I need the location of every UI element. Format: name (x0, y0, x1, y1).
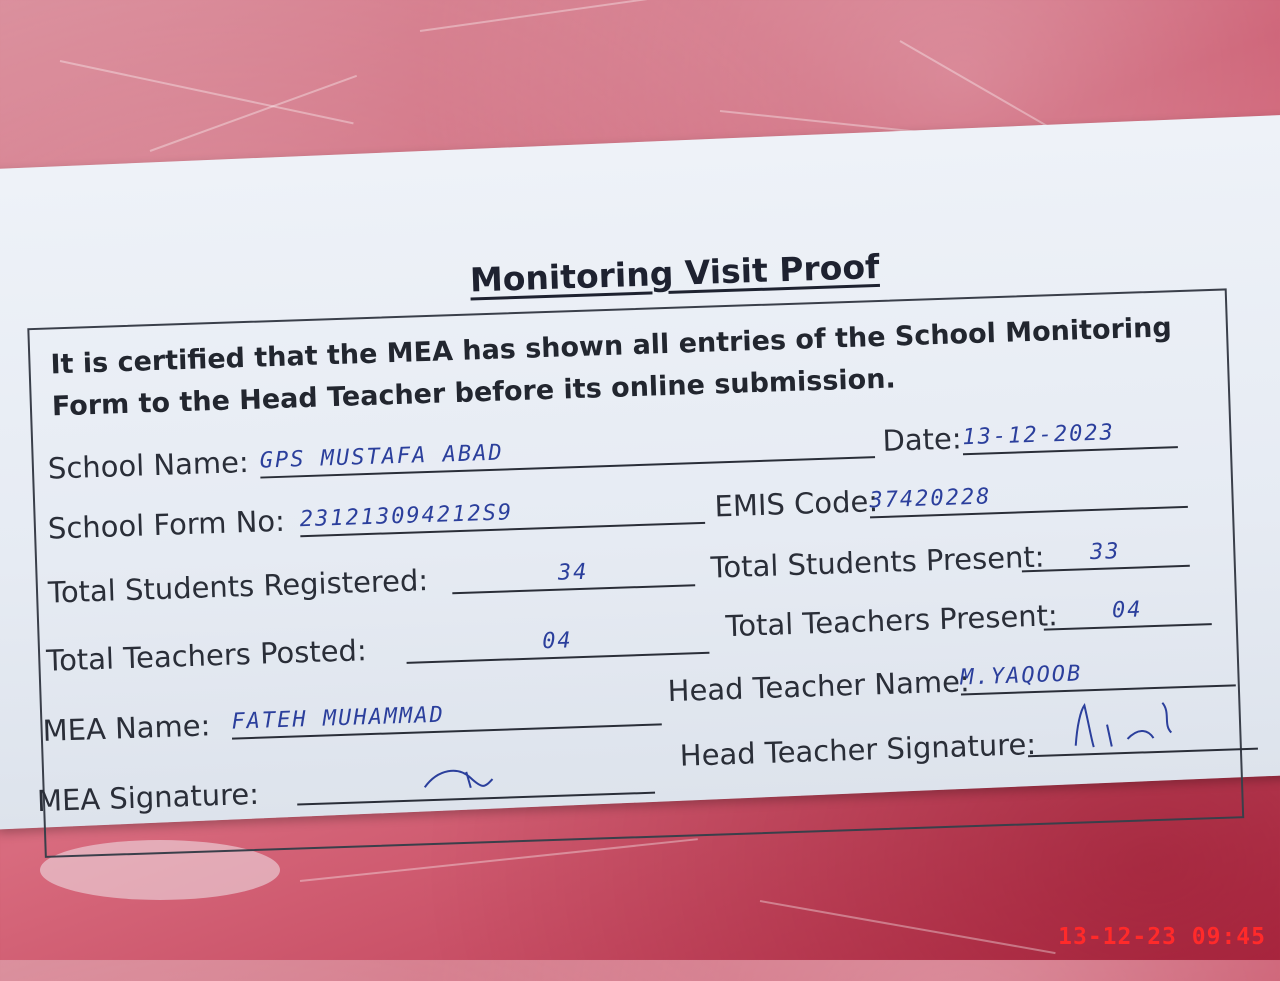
total-students-present-value: 33 (1089, 539, 1121, 566)
school-form-no-value: 231213094212S9 (299, 500, 514, 533)
date-value: 13-12-2023 (962, 420, 1116, 451)
total-students-registered-value: 34 (557, 559, 589, 586)
mea-name-label: MEA Name: (42, 708, 211, 748)
school-name-value: GPS MUSTAFA ABAD (259, 440, 505, 474)
total-teachers-present-label: Total Teachers Present: (725, 598, 1059, 644)
school-name-label: School Name: (47, 444, 250, 486)
head-teacher-signature-label: Head Teacher Signature: (679, 727, 1037, 773)
emis-code-label: EMIS Code: (714, 484, 879, 524)
total-students-present-label: Total Students Present: (710, 539, 1046, 585)
date-label: Date: (881, 421, 963, 458)
total-teachers-posted-value: 04 (541, 628, 574, 655)
head-teacher-name-value: M.YAQOOB (959, 661, 1083, 691)
school-form-no-label: School Form No: (47, 503, 286, 546)
date-field (962, 412, 1178, 455)
mea-name-value: FATEH MUHAMMAD (231, 702, 446, 735)
total-students-present-field (1021, 531, 1190, 573)
camera-timestamp: 13-12-23 09:45 (1058, 924, 1266, 950)
form-title: Monitoring Visit Proof (469, 246, 880, 300)
total-students-registered-label: Total Students Registered: (47, 563, 429, 610)
total-teachers-present-value: 04 (1111, 597, 1143, 624)
head-teacher-name-label: Head Teacher Name: (667, 664, 971, 709)
head-teacher-signature (1066, 682, 1188, 756)
emis-code-value: 37420228 (869, 484, 992, 514)
mea-signature-label: MEA Signature: (36, 776, 260, 819)
total-teachers-posted-label: Total Teachers Posted: (45, 633, 368, 678)
certification-text: It is certified that the MEA has shown all entries of the School Monitoring Form to the Head Teacher before its online submission. (50, 312, 1173, 423)
total-teachers-present-field (1043, 589, 1212, 631)
mea-signature (418, 757, 499, 800)
